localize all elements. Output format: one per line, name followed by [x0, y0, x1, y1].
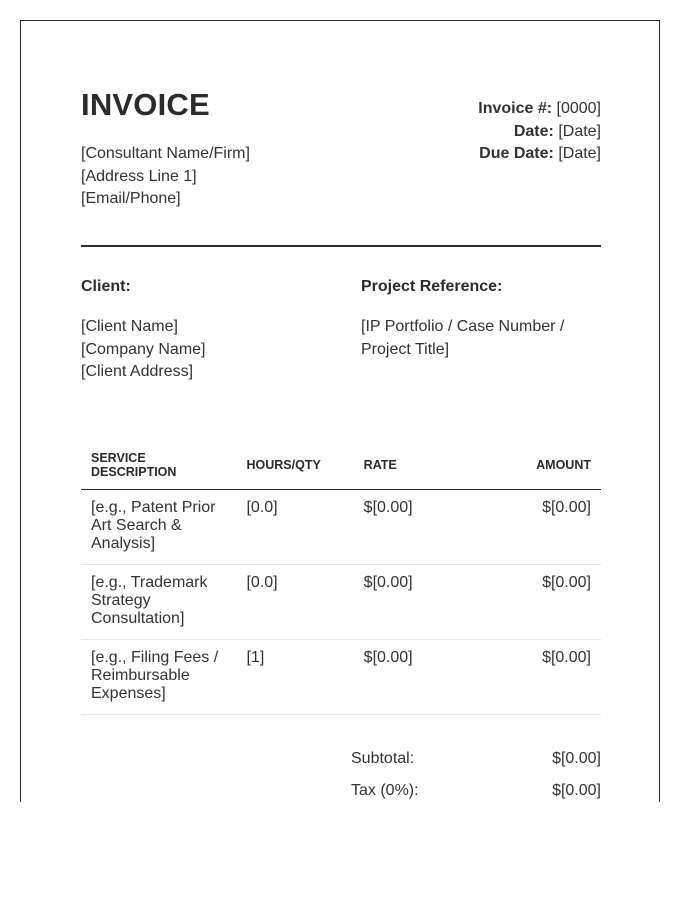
invoice-page	[20, 20, 660, 802]
client-heading: Client:	[81, 278, 131, 295]
row-qty: [0.0]	[236, 565, 353, 640]
totals-block	[351, 750, 601, 802]
client-company: [Company Name]	[81, 340, 206, 358]
row-rate: $[0.00]	[354, 640, 468, 715]
header-hours-qty: HOURS/QTY	[236, 441, 353, 490]
header-rate: RATE	[354, 441, 468, 490]
header-divider	[81, 245, 601, 247]
project-line-1: [IP Portfolio / Case Number /	[361, 318, 565, 335]
invoice-date-value: [Date]	[558, 122, 601, 140]
row-description: [e.g., Trademark Strategy Consultation]	[81, 565, 236, 640]
tax-label: Tax (0%):	[351, 782, 419, 799]
client-address: [Client Address]	[81, 363, 194, 380]
subtotal-value: $[0.00]	[552, 750, 601, 767]
client-name: [Client Name]	[81, 318, 178, 335]
invoice-date-row	[478, 121, 601, 144]
tax-row	[351, 782, 601, 802]
consultant-address: [Address Line 1]	[81, 167, 197, 185]
row-qty: [0.0]	[236, 490, 353, 565]
row-description: [e.g., Patent Prior Art Search & Analysis]	[81, 490, 236, 565]
row-rate: $[0.00]	[354, 490, 468, 565]
consultant-name: [Consultant Name/Firm]	[81, 145, 250, 162]
client-block	[81, 316, 206, 384]
table-row	[81, 640, 601, 715]
line-items-table	[81, 441, 601, 715]
invoice-date-label: Date:	[513, 122, 554, 140]
consultant-block	[81, 143, 250, 211]
consultant-contact: [Email/Phone]	[81, 190, 181, 207]
table-header-row	[81, 441, 601, 490]
project-heading: Project Reference:	[361, 278, 503, 295]
invoice-meta	[478, 98, 601, 166]
tax-value: $[0.00]	[552, 782, 601, 799]
project-line-2: Project Title]	[361, 340, 450, 358]
invoice-number-row	[478, 98, 601, 121]
subtotal-row	[351, 750, 601, 782]
row-description: [e.g., Filing Fees / Reimbursable Expenses]	[81, 640, 236, 715]
subtotal-label: Subtotal:	[351, 750, 415, 767]
row-qty: [1]	[236, 640, 353, 715]
header-amount: AMOUNT	[468, 441, 601, 490]
due-date-label: Due Date:	[479, 145, 554, 162]
invoice-number-label: Invoice #:	[478, 100, 553, 117]
invoice-title: INVOICE	[81, 87, 210, 122]
due-date-row	[478, 143, 601, 166]
row-amount: $[0.00]	[468, 490, 601, 565]
due-date-value: [Date]	[558, 145, 601, 162]
invoice-number-value: [0000]	[556, 100, 601, 117]
project-block	[361, 316, 564, 361]
row-amount: $[0.00]	[468, 640, 601, 715]
row-rate: $[0.00]	[354, 565, 468, 640]
table-row	[81, 565, 601, 640]
row-amount: $[0.00]	[468, 565, 601, 640]
table-row	[81, 490, 601, 565]
header-service-description: SERVICE DESCRIPTION	[81, 441, 236, 490]
